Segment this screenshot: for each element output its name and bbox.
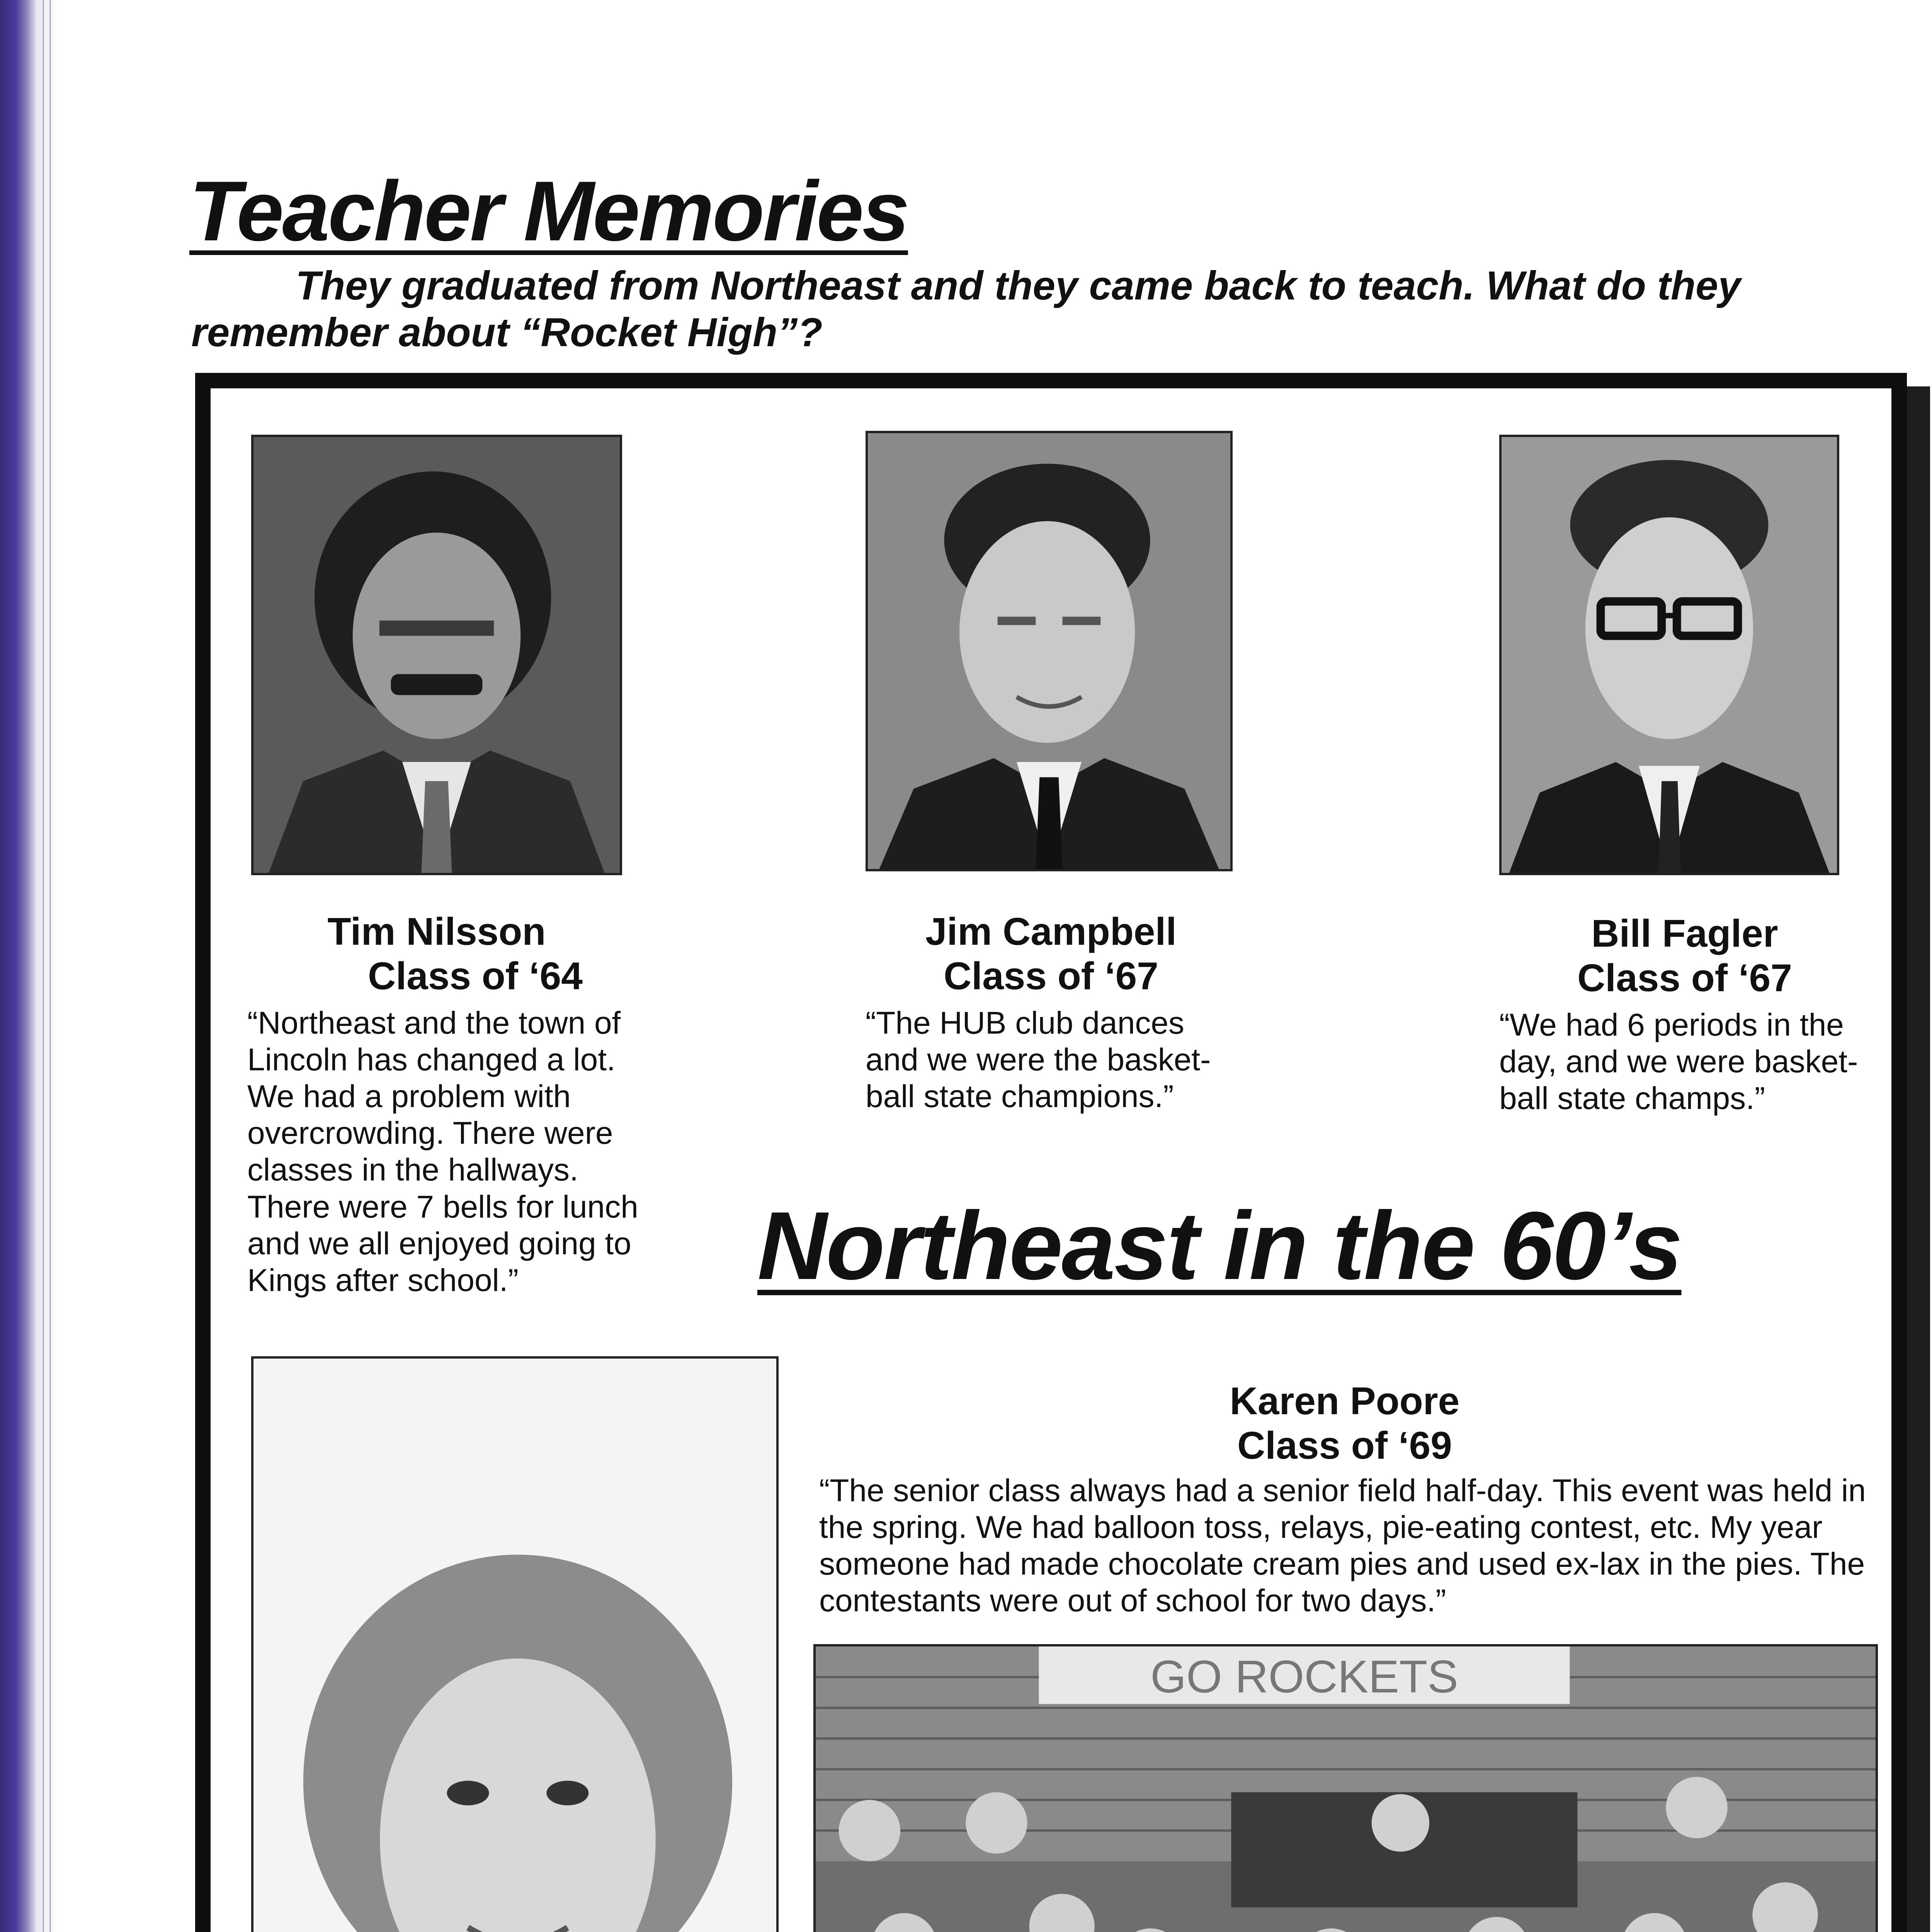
teacher-name: Bill Fagler xyxy=(1591,912,1778,955)
teacher-name: Tim Nilsson xyxy=(327,910,546,953)
section-heading: Northeast in the 60’s xyxy=(757,1192,1682,1299)
karen-name: Karen Poore xyxy=(1230,1379,1460,1423)
portrait-bill-fagler xyxy=(1499,435,1839,875)
teacher-name: Jim Campbell xyxy=(925,910,1177,953)
portrait-jim-campbell xyxy=(866,431,1233,871)
page-title: Teacher Memories xyxy=(189,163,908,259)
intro-text: They graduated from Northeast and they came back to teach. What do they remember about “Rocket High”? xyxy=(191,263,1741,355)
portrait-karen-poore xyxy=(251,1356,779,1932)
group-photo xyxy=(813,1644,1878,1932)
teacher-quote: “Northeast and the town of Lincoln has changed a lot. We had a problem with overcrowding. There were classes in the hallways. There were 7 bells for lunch and we all enjoyed going to Kings after school.” xyxy=(247,1005,638,1298)
portrait-tim-nilsson xyxy=(251,435,622,875)
teacher-quote: “The HUB club dances and we were the basket-ball state champions.” xyxy=(866,1005,1211,1114)
teacher-class: Class of ‘67 xyxy=(944,954,1158,998)
page-edge-line xyxy=(43,0,44,1932)
karen-quote: “The senior class always had a senior field half-day. This event was held in the spring. We had balloon toss, relays, pie-eating contest, etc. My year someone had made chocolate cream pies and used ex-lax in the pies. The contestants were out of school for two days.” xyxy=(819,1473,1866,1619)
teacher-class: Class of ‘64 xyxy=(368,954,583,998)
banner-text: GO ROCKETS xyxy=(1150,1651,1458,1703)
teacher-class: Class of ‘67 xyxy=(1577,956,1792,1000)
teacher-quote: “We had 6 periods in the day, and we were basket-ball state champs.” xyxy=(1499,1007,1858,1116)
frame-shadow xyxy=(1907,386,1930,1932)
page-edge-line xyxy=(49,0,51,1932)
karen-class: Class of ‘69 xyxy=(1237,1424,1452,1467)
